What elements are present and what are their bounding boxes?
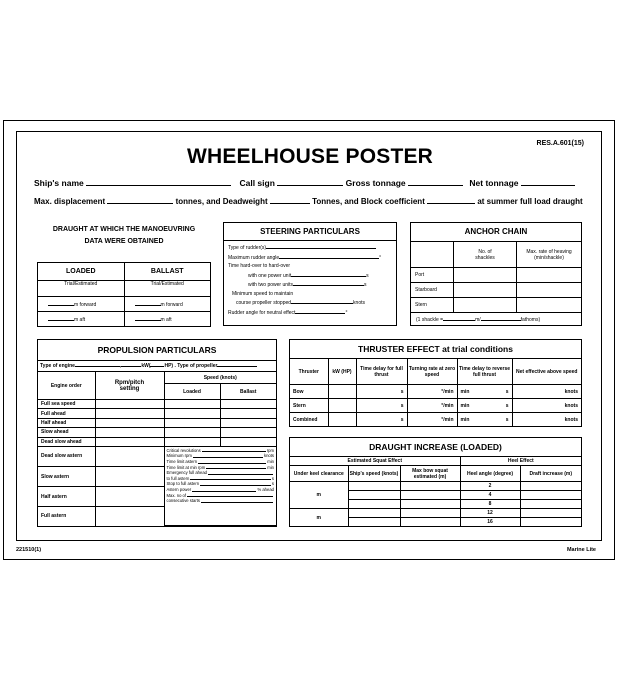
note-label: Astern power [166,487,192,493]
note-unit: knots [263,453,274,459]
stern-heaving-cell[interactable] [517,298,582,313]
one-power-unit-line[interactable]: with one power unit s [248,272,369,279]
rpm-cell[interactable] [95,400,164,409]
speed-knots-header: Speed (knots) [164,372,276,384]
thruster-effect-box [289,339,582,427]
draught-heading-line-1: DRAUGHT AT WHICH THE MANOEUVRING [52,226,196,233]
heel-angle-16: 16 [460,518,520,527]
ships-details-row [34,177,575,188]
summer-label: at summer full load draught [477,197,583,206]
steering-particulars-box [223,222,397,326]
max-rudder-line[interactable]: Maximum rudder angle ° [228,254,382,261]
course-stopped-line[interactable]: course propeller stopped knots [236,300,365,306]
order-full-ahead: Full ahead [38,409,95,418]
squat-cell[interactable] [400,482,460,491]
draft-cell[interactable] [520,518,581,527]
ships-speed-header: Ship's speed (knots) [348,466,400,482]
combined-turning-cell[interactable]: °/min [407,413,457,426]
order-slow-ahead: Slow ahead [38,428,95,437]
starboard-shackles-cell[interactable] [454,283,517,298]
block-coefficient-field[interactable] [427,195,475,204]
starboard-heaving-cell[interactable] [517,283,582,298]
ships-name-label: Ship's name [34,178,84,188]
engine-type-line[interactable]: Type of engine , kW( HP) . Type of propeller [38,361,276,372]
stern-reverse-cell[interactable]: min s [457,399,512,413]
loaded-trial[interactable]: Trial/Estimated [38,281,125,296]
draft-cell[interactable] [520,509,581,518]
under-keel-header: Under keel clearance [290,466,348,482]
net-tonnage-field[interactable] [521,177,575,186]
draft-cell[interactable] [520,491,581,500]
heaving-rate-header: Max. rate of heaving (min/shackle) [517,242,582,268]
gross-tonnage-label: Gross tonnage [345,178,406,188]
order-full-sea-speed: Full sea speed [38,400,95,409]
product-code: 221510(1) [16,547,42,553]
stern-shackles-cell[interactable] [454,298,517,313]
squat-cell[interactable] [400,518,460,527]
neutral-rudder-line[interactable]: Rudder angle for neutral effect ° [228,309,348,316]
tonnes-block-label: Tonnes, and Block coefficient [312,197,425,206]
speed-ballast-header: Ballast [220,384,276,400]
loaded-cell[interactable] [164,437,220,446]
net-tonnage-label: Net tonnage [469,178,519,188]
brand-name: Marine Lite [566,547,596,553]
shackle-footnote: (1 shackle = m/ fathoms) [416,317,541,323]
anchor-row-stern: Stern [411,298,454,313]
heel-angle-4: 4 [460,491,520,500]
bow-kw-cell[interactable] [328,385,356,399]
ballast-trial[interactable]: Trial/Estimated [124,281,211,296]
ballast-cell[interactable] [220,400,276,409]
loaded-forward[interactable]: m forward [38,296,125,311]
heel-effect-header: Heel Effect [460,457,581,466]
rpm-cell[interactable] [95,507,164,526]
thruster-row-bow: Bow [290,385,328,399]
ballast-cell[interactable] [220,409,276,418]
rpm-cell[interactable] [95,466,164,486]
keel-clearance-2[interactable]: m [290,509,348,527]
ballast-cell[interactable] [220,418,276,427]
propulsion-notes [164,446,276,525]
ships-name-field[interactable] [86,177,231,186]
note-label: to full astern [166,475,190,481]
speed-cell[interactable] [348,500,400,509]
note-label: consecutive starts [166,498,201,504]
call-sign-field[interactable] [277,177,343,186]
reverse-delay-col-header: Time delay to reverse full thrust [457,359,512,385]
thruster-heading: THRUSTER EFFECT at trial conditions [290,340,581,359]
heel-angle-8: 8 [460,500,520,509]
ballast-header: BALLAST [124,263,211,281]
time-delay-col-header: Time delay for full thrust [356,359,407,385]
port-heaving-cell[interactable] [517,268,582,283]
draft-cell[interactable] [520,482,581,491]
speed-cell[interactable] [348,518,400,527]
rpm-cell[interactable] [95,418,164,427]
note-unit: s [271,481,274,487]
draught-increase-table [290,456,581,527]
squat-cell[interactable] [400,500,460,509]
note-unit: min [267,464,274,470]
bow-reverse-cell[interactable]: min s [457,385,512,399]
order-slow-astern: Slow astern [38,466,95,486]
squat-effect-header: Estimated Squat Effect [290,457,460,466]
draft-increase-header: Draft increase (m) [520,466,581,482]
min-speed-label: Minimum speed to maintain [232,290,294,297]
stern-speed-cell[interactable]: knots [512,399,581,413]
loaded-cell[interactable] [164,400,220,409]
anchor-chain-box [410,222,582,326]
draught-increase-heading: DRAUGHT INCREASE (LOADED) [290,438,581,457]
deadweight-field[interactable] [270,195,310,204]
order-half-ahead: Half ahead [38,418,95,427]
squat-cell[interactable] [400,509,460,518]
note-label: Time limit astern [166,459,198,465]
gross-tonnage-field[interactable] [408,177,463,186]
call-sign-label: Call sign [239,178,275,188]
combined-kw-cell[interactable] [328,413,356,426]
net-effective-col-header: Net effective above speed [512,359,581,385]
note-label: Emergency full ahead [166,470,208,476]
heel-angle-header: Heel angle (degree) [460,466,520,482]
loaded-aft[interactable]: m aft [38,311,125,326]
max-bow-squat-header: Max bow squat estimated (m) [400,466,460,482]
draught-heading-line-2: DATA WERE OBTAINED [84,238,164,245]
ballast-cell[interactable] [220,437,276,446]
loaded-ballast-table [37,262,211,327]
rpm-pitch-header: Rpm/pitch setting [95,372,164,400]
bow-turning-cell[interactable]: °/min [407,385,457,399]
combined-reverse-cell[interactable]: min s [457,413,512,426]
shackles-header: No. of shackles [454,242,517,268]
ballast-aft[interactable]: m aft [124,311,211,326]
order-dead-slow-ahead: Dead slow ahead [38,437,95,446]
poster-title: WHEELHOUSE POSTER [186,145,434,168]
order-half-astern: Half astern [38,487,95,507]
turning-rate-col-header: Turning rate at zero speed [407,359,457,385]
draught-heading [34,224,214,248]
bow-speed-cell[interactable]: knots [512,385,581,399]
stern-turning-cell[interactable]: °/min [407,399,457,413]
engine-order-header: Engine order [38,372,95,400]
displacement-row [34,195,583,206]
loaded-cell[interactable] [164,409,220,418]
draft-cell[interactable] [520,500,581,509]
rpm-cell[interactable] [95,428,164,437]
stern-kw-cell[interactable] [328,399,356,413]
note-label: Time limit at min rpm [166,464,206,470]
note-unit: s [271,475,274,481]
ballast-cell[interactable] [220,428,276,437]
two-power-units-line[interactable]: with two power units s [248,282,367,288]
order-dead-slow-astern: Dead slow astern [38,446,95,466]
heel-angle-12: 12 [460,509,520,518]
kw-hp-col-header: kW (HP) [328,359,356,385]
note-unit: min [267,459,274,465]
resolution-reference: RES.A.601(15) [536,140,584,147]
anchor-heading: ANCHOR CHAIN [464,227,528,236]
thruster-row-combined: Combined [290,413,328,426]
hard-over-label: Time hard-over to hard-over [228,263,291,269]
anchor-row-port: Port [411,268,454,283]
steering-heading: STEERING PARTICULARS [224,223,396,241]
port-shackles-cell[interactable] [454,268,517,283]
note-unit: % ahead [257,487,274,493]
speed-cell[interactable] [348,491,400,500]
bow-delay-cell[interactable]: s [356,385,407,399]
speed-loaded-header: Loaded [164,384,220,400]
max-displacement-field[interactable] [107,195,173,204]
squat-cell[interactable] [400,491,460,500]
note-label: Critical revolutions [166,447,201,453]
order-full-astern: Full astern [38,507,95,526]
thruster-col-header: Thruster [290,359,328,385]
loaded-cell[interactable] [164,418,220,427]
propulsion-particulars-box [37,339,277,527]
tonnes-deadweight-label: tonnes, and Deadweight [175,197,268,206]
max-displacement-label: Max. displacement [34,197,106,206]
anchor-table [411,241,581,313]
thruster-table [290,358,581,426]
note-label: Max. no of [166,492,187,498]
thruster-row-stern: Stern [290,399,328,413]
ballast-forward[interactable]: m forward [124,296,211,311]
propulsion-table [38,371,276,526]
draught-increase-box [289,437,582,527]
rpm-cell[interactable] [95,409,164,418]
rpm-cell[interactable] [95,437,164,446]
rpm-cell[interactable] [95,446,164,466]
note-label: Stop to full astern [166,481,200,487]
stern-delay-cell[interactable]: s [356,399,407,413]
keel-clearance-1[interactable]: m [290,482,348,509]
heel-angle-2: 2 [460,482,520,491]
propulsion-note-line[interactable] [167,498,275,504]
speed-cell[interactable] [348,482,400,491]
rpm-cell[interactable] [95,487,164,507]
combined-delay-cell[interactable]: s [356,413,407,426]
anchor-row-starboard: Starboard [411,283,454,298]
loaded-header: LOADED [38,263,125,281]
speed-cell[interactable] [348,509,400,518]
note-unit: rpm [266,447,274,453]
propulsion-heading: PROPULSION PARTICULARS [38,340,276,361]
loaded-cell[interactable] [164,428,220,437]
note-label: Minimum rpm [166,453,192,459]
combined-speed-cell[interactable]: knots [512,413,581,426]
rudder-type-line[interactable]: Type of rudder(s) [228,243,392,253]
